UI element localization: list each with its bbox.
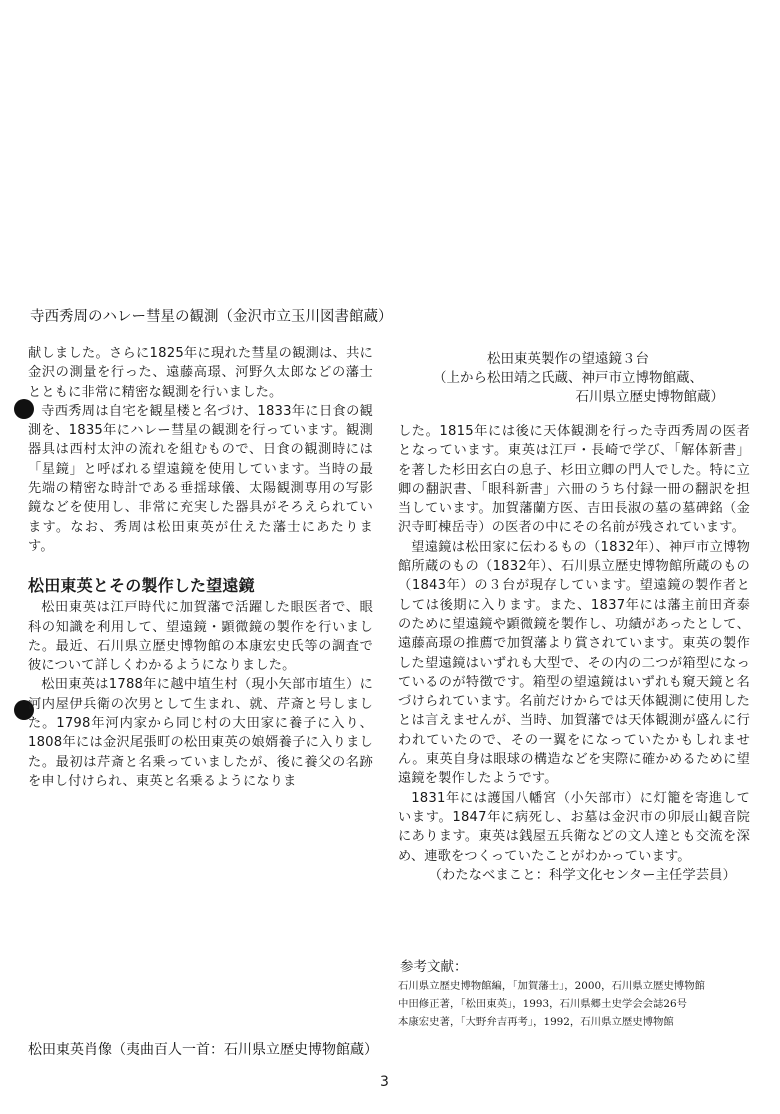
- reference-item: 石川県立歴史博物館編，「加賀藩士」，2000，石川県立歴史博物館: [398, 980, 705, 992]
- paragraph: 松田東英は江戸時代に加賀藩で活躍した眼医者で、眼科の知識を利用して、望遠鏡・顕微鏡の製作を行いました。最近、石川県立歴史博物館の本康宏史氏等の調査で彼について詳しくわかるようになりました。: [28, 600, 373, 674]
- paragraph: 献しました。さらに1825年に現れた彗星の観測は、共に金沢の測量を行った、遠藤高璟、河野久太郎などの藩士とともに非常に精密な観測を行いました。: [28, 346, 373, 400]
- references-section: [398, 957, 768, 1031]
- halley-comet-figure-caption: 寺西秀周のハレー彗星の観測（金沢市立玉川図書館蔵）: [30, 309, 393, 325]
- caption-line: 松田東英製作の望遠鏡３台: [487, 351, 649, 367]
- paragraph: 望遠鏡は松田家に伝わるもの（1832年）、神戸市立博物館所蔵のもの（1832年）、石川県立歴史博物館所蔵のもの（1843年）の３台が現存しています。望遠鏡の製作者としては後期に入ります。また、1837年には藩主前田斉泰のために望遠鏡や顕微鏡を製作し、功績があったとして、遠藤高璟の推薦で加賀藩より賞されています。東英の製作した望遠鏡はいずれも大型で、その内の二つが箱型になっているのが特徴です。箱型の望遠鏡はいずれも窺天鏡と名づけられています。名前だけからでは天体観測に使用したとは言えませんが、当時、加賀藩では天体観測が盛んに行われていたので、その一翼をになっていたかもしれません。東英自身は眼球の構造などを実際に確かめるために望遠鏡を製作したようです。: [398, 539, 750, 787]
- paragraph: 1831年には護国八幡宮（小矢部市）に灯籠を寄進しています。1847年に病死し、お墓は金沢市の卯辰山観音院にあります。東英は銭屋五兵衛などの文人達とも交流を深め、連歌をつくっていたことがわかっています。: [398, 790, 750, 864]
- caption-line: （上から松田靖之氏蔵、神戸市立博物館蔵、: [433, 370, 703, 386]
- left-text-column: [28, 344, 373, 791]
- paragraph: 寺西秀周は自宅を観星楼と名づけ、1833年に日食の観測を、1835年にハレー彗星の観測を行っています。観測器具は西村太沖の流れを組むもので、日食の観測時には「星鏡」と呼ばれる望遠鏡を使用しています。当時の最先端の精密な時計である垂揺球儀、太陽観測専用の写影鏡などを使用し、非常に充実した器具がそろえられています。なお、秀周は松田東英が仕えた藩士にあたります。: [28, 403, 373, 554]
- right-text-column: [398, 422, 750, 885]
- page-number: 3: [380, 1074, 389, 1090]
- portrait-figure-caption: 松田東英肖像（夷曲百人一首：石川県立歴史博物館蔵）: [28, 1042, 378, 1058]
- references-title: 参考文献：: [400, 959, 468, 975]
- author-credit: （わたなべまこと：科学文化センター主任学芸員）: [428, 867, 736, 883]
- paragraph: 松田東英は1788年に越中埴生村（現小矢部市埴生）に河内屋伊兵衛の次男として生まれ、就、芹斎と号しました。1798年河内家から同じ村の大田家に養子に入り、1808年には金沢尾張町の松田東英の娘婿養子に入りました。最初は芹斎と名乗っていましたが、後に養父の名跡を申し付けられ、東英と名乗るようになりま: [28, 677, 373, 789]
- reference-item: 中田修正著，「松田東英」，1993，石川県郷土史学会会誌26号: [398, 998, 688, 1010]
- caption-line: 石川県立歴史博物館蔵）: [575, 389, 724, 405]
- paragraph: した。1815年には後に天体観測を行った寺西秀周の医者となっています。東英は江戸・長崎で学び、「解体新書」を著した杉田玄白の息子、杉田立卿の門人でした。特に立卿の翻訳書、「眼科新書」六冊のうち付録一冊の翻訳を担当しています。加賀藩蘭方医、吉田長淑の墓の墓碑銘（金沢寺町棟岳寺）の医者の中にその名前が残されています。: [398, 424, 750, 536]
- telescopes-figure-caption: [398, 350, 738, 407]
- section-heading: 松田東英とその製作した望遠鏡: [28, 576, 255, 596]
- reference-item: 本康宏史著，「大野弁吉再考」，1992，石川県立歴史博物館: [398, 1016, 674, 1028]
